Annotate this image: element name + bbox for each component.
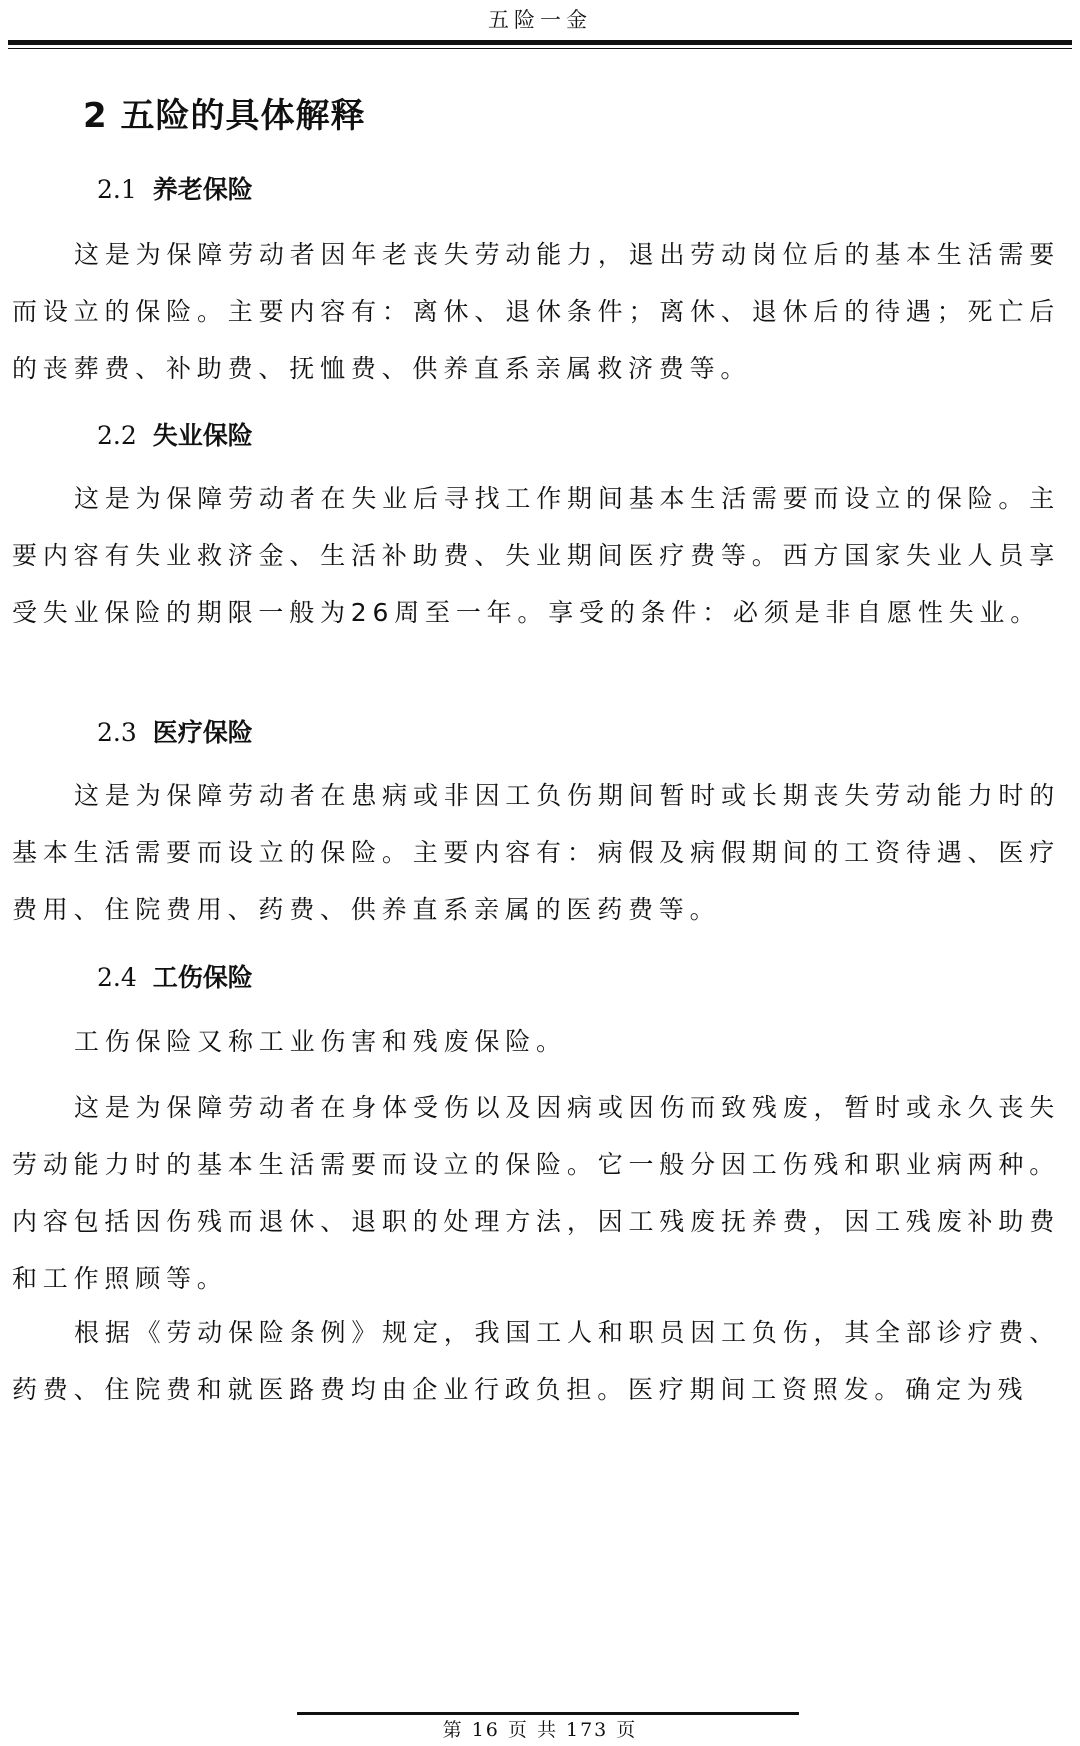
section-number: 2.4	[97, 963, 137, 992]
paragraph: 根据《劳动保险条例》规定，我国工人和职员因工负伤，其全部诊疗费、药费、住院费和就医路费均由企业行政负担。医疗期间工资照发。确定为残	[12, 1318, 1060, 1404]
section-number: 2.3	[97, 718, 137, 747]
paragraph: 这是为保障劳动者在患病或非因工负伤期间暂时或长期丧失劳动能力时的基本生活需要而设立的保险。主要内容有：病假及病假期间的工资待遇、医疗费用、住院费用、药费、供养直系亲属的医药费等。	[12, 781, 1060, 924]
section-title: 养老保险	[152, 175, 253, 204]
chapter-title: 2 五险的具体解释	[83, 96, 366, 136]
section-number: 2.1	[97, 175, 137, 204]
section-heading-medical	[97, 713, 253, 749]
section-heading-unemployment	[97, 416, 253, 452]
section-heading-pension	[97, 170, 253, 206]
running-header-title: 五险一金	[488, 8, 592, 32]
section-title: 失业保险	[152, 421, 253, 450]
paragraph: 这是为保障劳动者在身体受伤以及因病或因伤而致残废，暂时或永久丧失劳动能力时的基本生活需要而设立的保险。它一般分因工伤残和职业病两种。内容包括因伤残而退休、退职的处理方法，因工残废抚养费，因工残废补助费和工作照顾等。	[12, 1093, 1060, 1293]
page-number: 第 16 页 共 173 页	[442, 1719, 638, 1741]
section-number: 2.2	[97, 421, 137, 450]
header-rule	[8, 40, 1072, 45]
paragraph: 这是为保障劳动者在失业后寻找工作期间基本生活需要而设立的保险。主要内容有失业救济金、生活补助费、失业期间医疗费等。西方国家失业人员享受失业保险的期限一般为26周至一年。享受的条件：必须是非自愿性失业。	[12, 484, 1060, 627]
section-title: 医疗保险	[152, 718, 253, 747]
header-rule-thin	[8, 48, 1072, 49]
paragraph: 这是为保障劳动者因年老丧失劳动能力，退出劳动岗位后的基本生活需要而设立的保险。主要内容有：离休、退休条件；离休、退休后的待遇；死亡后的丧葬费、补助费、抚恤费、供养直系亲属救济费等。	[12, 240, 1060, 383]
section-heading-work-injury	[97, 958, 253, 994]
section-title: 工伤保险	[152, 963, 253, 992]
paragraph: 工伤保险又称工业伤害和残废保险。	[74, 1027, 567, 1056]
